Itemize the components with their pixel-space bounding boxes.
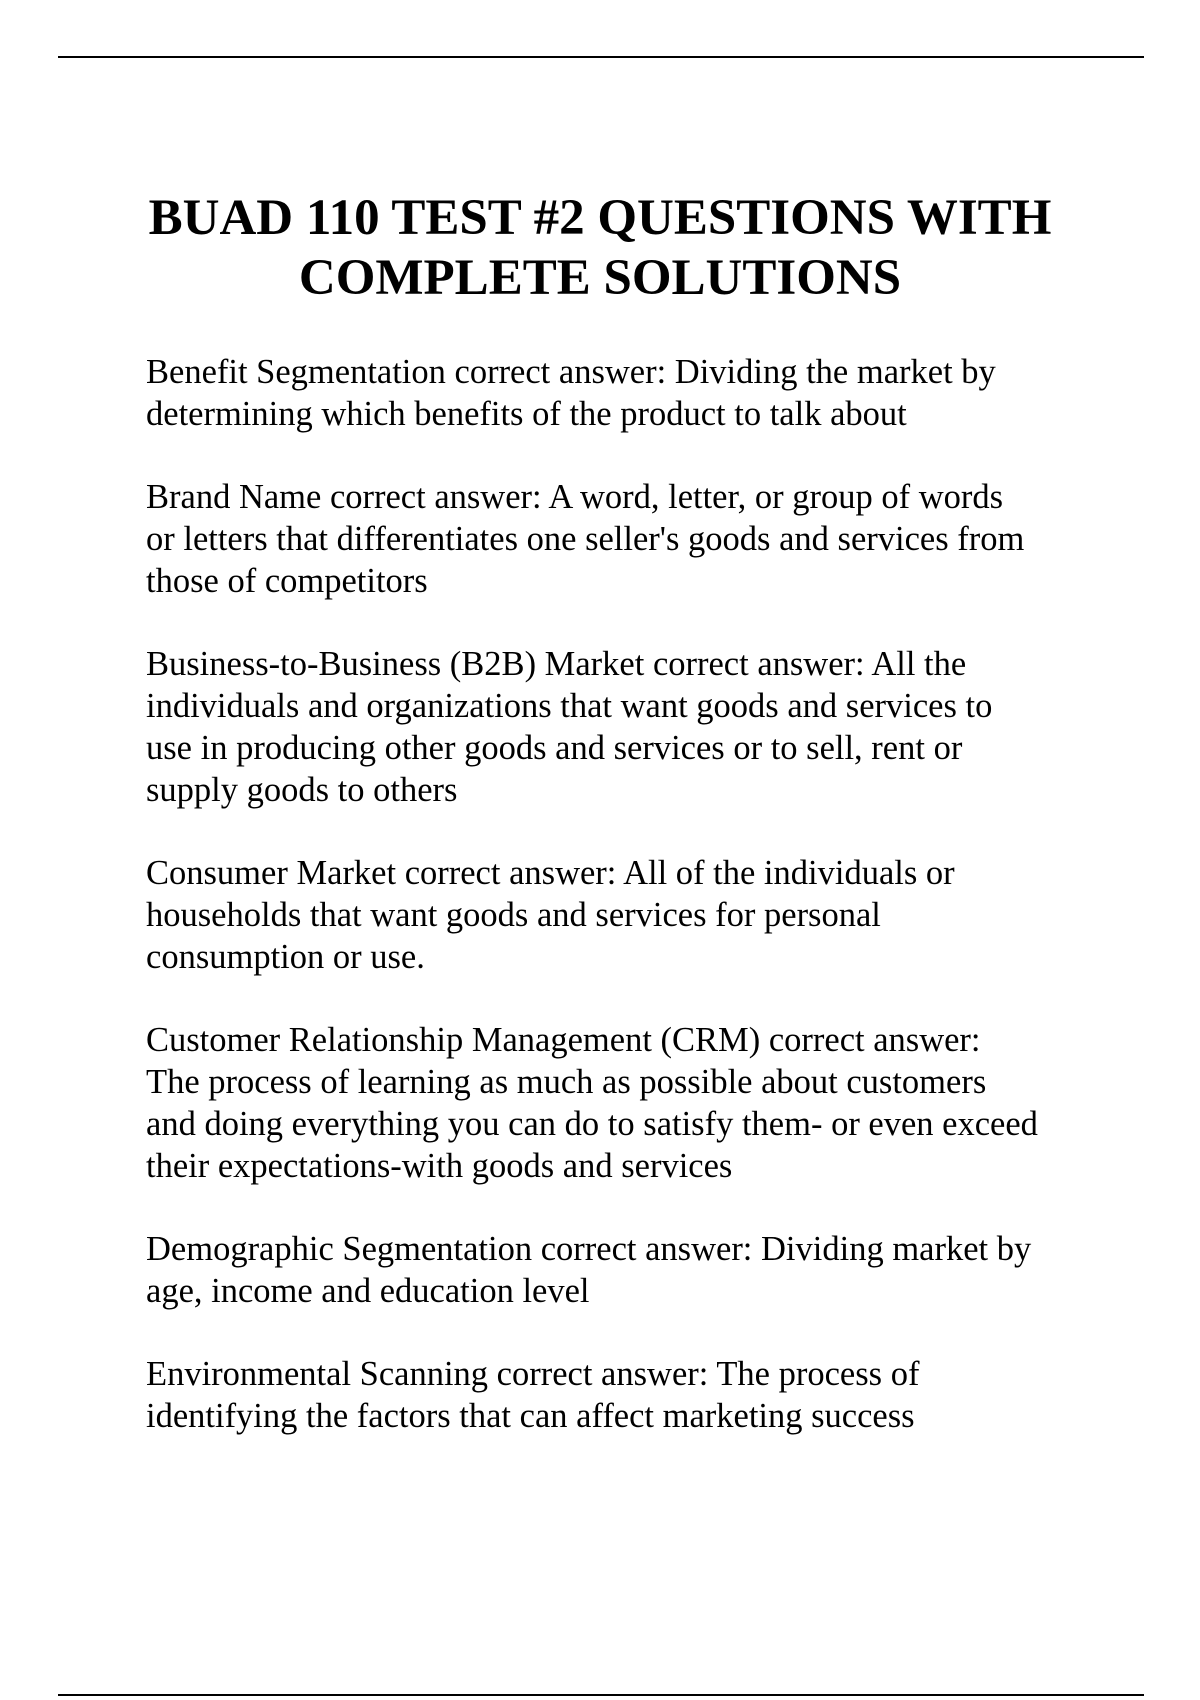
entry-line: Business-to-Business (B2B) Market correct answer: All the [146, 645, 967, 683]
entry-line: Demographic Segmentation correct answer: Dividing market by [146, 1230, 1032, 1268]
entry-line: use in producing other goods and services or to sell, rent or [146, 729, 963, 767]
qa-entry-brand-name [146, 476, 1106, 602]
entry-line: Environmental Scanning correct answer: The process of [146, 1355, 920, 1393]
entry-line: or letters that differentiates one seller's goods and services from [146, 520, 1025, 558]
entry-line: Customer Relationship Management (CRM) correct answer: [146, 1021, 981, 1059]
entry-line: identifying the factors that can affect marketing success [146, 1397, 915, 1435]
entry-line: those of competitors [146, 562, 428, 600]
entry-line: their expectations-with goods and services [146, 1147, 733, 1185]
page-title [100, 188, 1100, 308]
entry-line: age, income and education level [146, 1272, 590, 1310]
entry-line: consumption or use. [146, 938, 425, 976]
qa-entry-b2b-market [146, 643, 1106, 811]
qa-entry-benefit-segmentation [146, 351, 1106, 435]
entry-line: The process of learning as much as possible about customers [146, 1063, 987, 1101]
top-rule [58, 56, 1144, 58]
entry-line: determining which benefits of the product to talk about [146, 395, 907, 433]
qa-entry-demographic-segmentation [146, 1228, 1106, 1312]
entry-line: Consumer Market correct answer: All of the individuals or [146, 854, 955, 892]
bottom-rule [58, 1694, 1144, 1696]
entry-line: individuals and organizations that want goods and services to [146, 687, 993, 725]
qa-entry-environmental-scanning [146, 1353, 1106, 1437]
title-line: BUAD 110 TEST #2 QUESTIONS WITH [148, 190, 1052, 246]
qa-list [146, 351, 1106, 1478]
entry-line: Benefit Segmentation correct answer: Dividing the market by [146, 353, 996, 391]
qa-entry-crm [146, 1019, 1106, 1187]
entry-line: Brand Name correct answer: A word, letter, or group of words [146, 478, 1004, 516]
qa-entry-consumer-market [146, 852, 1106, 978]
entry-line: households that want goods and services for personal [146, 896, 881, 934]
title-line: COMPLETE SOLUTIONS [298, 250, 902, 306]
entry-line: and doing everything you can do to satisfy them- or even exceed [146, 1105, 1038, 1143]
entry-line: supply goods to others [146, 771, 458, 809]
